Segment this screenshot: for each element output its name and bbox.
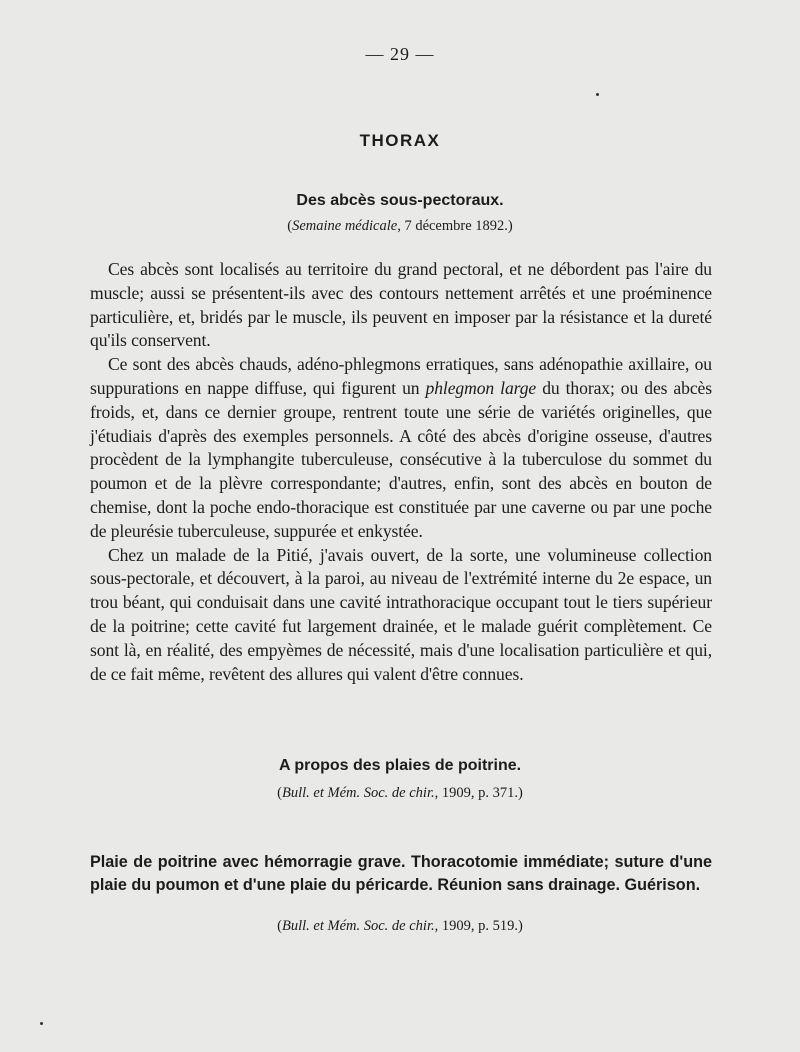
scan-speck: [596, 93, 599, 96]
article-citation-plaies: [0, 785, 800, 802]
paragraph-3: Chez un malade de la Pitié, j'avais ouvert, de la sorte, une volumineuse collection sous-pectorale, et découvert, à la paroi, au niveau de l'extrémité interne du 2e espace, un trou béant, qui conduisait dans une cavité intrathoracique occupant tout le tiers supérieur de la poitrine; cette cavité fut largement drainée, et le malade guérit complètement. Ce sont là, en réalité, des empyèmes de nécessité, mais d'une localisation particulière et qui, de ce fait même, revêtent des allures qui valent d'être connues.: [90, 544, 712, 684]
citation-rest: , 7 décembre 1892.): [397, 218, 513, 234]
citation-open: (: [287, 218, 293, 234]
page-number: — 29 —: [365, 44, 435, 64]
section-title: THORAX: [359, 131, 441, 150]
citation-rest: , 1909, p. 371.): [434, 785, 523, 801]
citation-open: (: [277, 785, 282, 801]
paragraph-2-emphasis: phlegmon large: [425, 377, 537, 398]
paragraph-2-part-b: du thorax; ou des abcès froids, et, dans ce dernier groupe, rentrent toute une série de variétés originelles, que j'étudiais d'après des exemples personnels. A côté des abcès d'origine osseuse, d'autres procèdent de la lymphangite tuberculeuse, consécutive à la tuberculose du sommet du poumon et de la plèvre correspondante; d'autres, enfin, sont des abcès en bouton de chemise, dont la poche endo-thoracique est constituée par une caverne ou par une poche de pleurésie tuberculeuse, suppurée et enkystée.: [90, 377, 713, 541]
article-title-plaie-hemorragie: Plaie de poitrine avec hémorragie grave. Thoracotomie immédiate; suture d'une plaie du poumon et d'une plaie du péricarde. Réunion sans drainage. Guérison.: [90, 853, 712, 894]
article-body-abces: [90, 258, 712, 686]
citation-open: (: [277, 918, 282, 934]
citation-source: Bull. et Mém. Soc. de chir.: [282, 785, 435, 801]
article-title-plaies: A propos des plaies de poitrine.: [278, 757, 522, 774]
article-citation-abces: [0, 218, 800, 235]
citation-rest: , 1909, p. 519.): [434, 918, 523, 934]
paragraph-1: Ces abcès sont localisés au territoire du grand pectoral, et ne débordent pas l'aire du muscle; aussi se présentent-ils avec des contours nettement arrêtés et une proéminence particulière, et, bridés par le muscle, ils peuvent en imposer par la résistance et la dureté qu'ils conservent.: [90, 259, 712, 351]
article-title-abces: Des abcès sous-pectoraux.: [296, 192, 504, 209]
citation-source: Semaine médicale: [292, 218, 398, 234]
paragraph-2: [90, 353, 712, 543]
paragraph-2-part-a: Ce sont des abcès chauds, adéno-phlegmons erratiques, sans adénopathie axillaire, ou suppurations en nappe diffuse, qui figurent un: [90, 354, 712, 398]
citation-source: Bull. et Mém. Soc. de chir.: [282, 918, 435, 934]
scan-speck: [40, 1022, 43, 1025]
article-citation-plaie-hemorragie: [0, 918, 800, 935]
